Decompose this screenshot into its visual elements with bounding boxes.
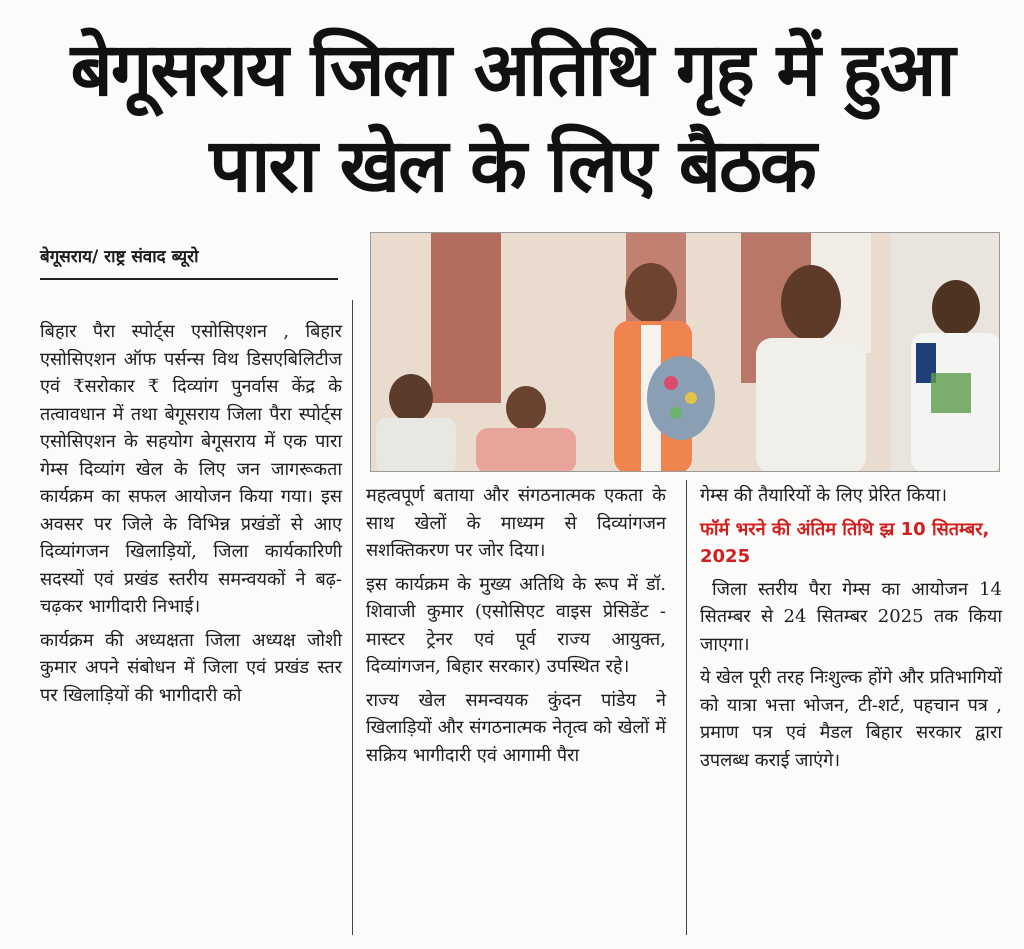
- headline-line-1: बेगूसराय जिला अतिथि गृह में हुआ: [70, 27, 954, 113]
- article-column-3: [700, 482, 1002, 774]
- article-column-1: [40, 318, 342, 709]
- col2-paragraph-1: महत्वपूर्ण बताया और संगठनात्मक एकता के साथ खेलों के माध्यम से दिव्यांगजन सशक्तिकरण पर जोर दिया।: [366, 485, 666, 561]
- photo-illustration: [371, 233, 1000, 472]
- col2-paragraph-3: राज्य खेल समन्वयक कुंदन पांडेय ने खिलाड़ियों और संगठनात्मक नेतृत्व को खेलों में सक्रिय भागीदारी एवं आगामी पैरा: [366, 689, 666, 766]
- col1-paragraph-2: कार्यक्रम की अध्यक्षता जिला अध्यक्ष जोशी कुमार अपने संबोधन में जिला एवं प्रखंड स्तर पर खिलाड़ियों की भागीदारी को: [40, 629, 342, 706]
- byline: बेगूसराय/ राष्ट्र संवाद ब्यूरो: [40, 244, 338, 280]
- column-rule-2: [686, 480, 687, 935]
- col3-paragraph-2: जिला स्तरीय पैरा गेम्स का आयोजन 14 सितम्बर से 24 सितम्बर 2025 तक किया जाएगा।: [700, 578, 1002, 655]
- deadline-subhead: फॉर्म भरने की अंतिम तिथि झ्र 10 सितम्बर, 2025: [700, 518, 990, 567]
- col2-paragraph-2: इस कार्यक्रम के मुख्य अतिथि के रूप में डॉ. शिवाजी कुमार (एसोसिएट वाइस प्रेसिडेंट - मास्टर ट्रेनर एवं पूर्व राज्य आयुक्त, दिव्यांगजन, बिहार सरकार) उपस्थित रहे।: [366, 573, 666, 677]
- col1-paragraph-1: बिहार पैरा स्पोर्ट्स एसोसिएशन , बिहार एसोसिएशन ऑफ पर्सन्स विथ डिसएबिलिटीज एवं ₹सरोकार ₹ दिव्यांग पुनर्वास केंद्र के तत्वावधान में तथा बेगूसराय जिला पैरा स्पोर्ट्स एसोसिएशन के सहयोग बेगूसराय में एक पारा गेम्स दिव्यांग खेल के लिए जन जागरूकता कार्यक्रम का सफल आयोजन किया गया। इस अवसर पर जिले के विभिन्न प्रखंडों से आए दिव्यांगजन खिलाड़ियों, जिला कार्यकारिणी सदस्यों एवं प्रखंड स्तरीय समन्वयकों ने बढ़-चढ़कर भागीदारी निभाई।: [40, 321, 342, 617]
- col3-paragraph-1: गेम्स की तैयारियों के लिए प्रेरित किया।: [700, 485, 948, 506]
- col3-paragraph-3: ये खेल पूरी तरह निःशुल्क होंगे और प्रतिभागियों को यात्रा भत्ता भोजन, टी-शर्ट, पहचान पत्र , प्रमाण पत्र एवं मैडल बिहार सरकार द्वारा उपलब्ध कराई जाएंगे।: [700, 667, 1002, 771]
- headline-line-2: पारा खेल के लिए बैठक: [209, 123, 815, 209]
- column-rule-1: [352, 300, 353, 935]
- news-photo: [370, 232, 1000, 472]
- headline: [0, 22, 1024, 214]
- article-column-2: [366, 482, 666, 769]
